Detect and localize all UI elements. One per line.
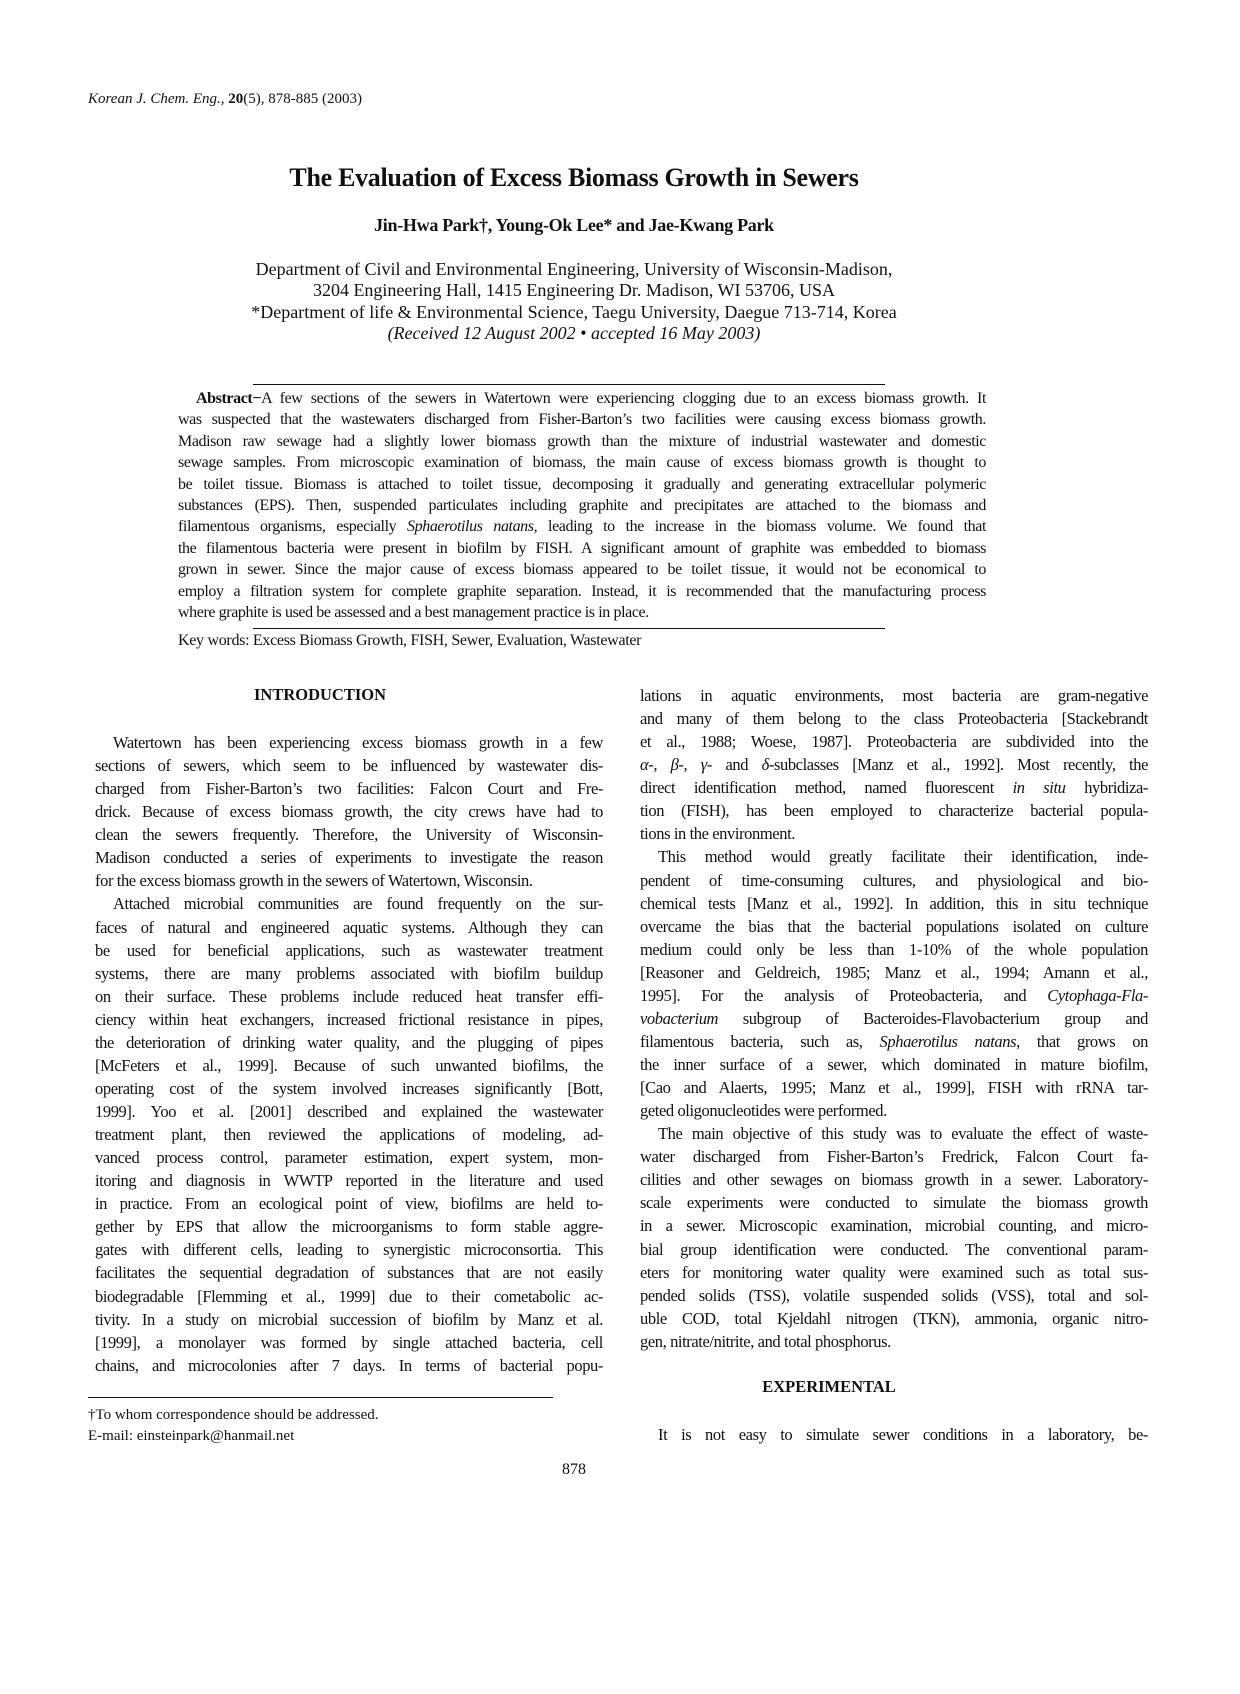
text-segment: tivity. In a study on microbial succession of biofilm by Manz et al. <box>95 1309 603 1329</box>
text-line <box>640 1330 1148 1353</box>
text-segment: subgroup of Bacteroides-Flavobacterium group and <box>718 1008 1148 1028</box>
journal-issue-pages: (5), 878-885 (2003) <box>243 91 362 107</box>
text-line <box>178 495 986 516</box>
footnote-email: E-mail: einsteinpark@hanmail.net <box>88 1428 295 1444</box>
page-number: 878 <box>562 1461 586 1478</box>
text-line <box>640 776 1148 799</box>
text-segment: bial group identification were conducted. The conventional param- <box>640 1239 1148 1259</box>
text-segment: operating cost of the system involved increases significantly [Bott, <box>95 1078 603 1098</box>
text-line <box>640 1191 1148 1214</box>
text-segment: water discharged from Fisher-Barton’s Fredrick, Falcon Court fa- <box>640 1147 1148 1167</box>
text-segment: be toilet tissue. Biomass is attached to toilet tissue, decomposing it gradually and generating extracellular polymeric <box>178 475 986 493</box>
text-segment: [1999], a monolayer was formed by single attached bacteria, cell <box>95 1332 603 1352</box>
text-line <box>95 800 603 823</box>
keywords: Key words: Excess Biomass Growth, FISH, Sewer, Evaluation, Wastewater <box>178 632 642 649</box>
text-line <box>640 1076 1148 1099</box>
text-segment: filamentous organisms, especially <box>178 518 408 536</box>
text-line <box>95 892 603 915</box>
text-line <box>95 985 603 1008</box>
text-line <box>640 1214 1148 1237</box>
text-line <box>640 822 1148 845</box>
text-segment: -, <box>648 755 671 775</box>
text-line <box>178 474 986 495</box>
journal-citation <box>88 91 362 108</box>
affiliation-line: *Department of life & Environmental Science, Taegu University, Daegue 713-714, Korea <box>251 301 897 322</box>
text-segment: eters for monitoring water quality were examined such as total sus- <box>640 1262 1148 1282</box>
text-segment: This method would greatly facilitate their identification, inde- <box>658 847 1148 867</box>
text-line <box>640 1284 1148 1307</box>
text-line <box>178 602 986 623</box>
italic-text: γ <box>700 755 707 775</box>
text-segment: Watertown has been experiencing excess biomass growth in a few <box>113 733 603 752</box>
text-segment: geted oligonucleotides were performed. <box>640 1101 887 1121</box>
text-line <box>178 388 986 409</box>
text-line <box>95 1146 603 1169</box>
text-segment: facilitates the sequential degradation of substances that are not easily <box>95 1263 603 1283</box>
text-line <box>640 1145 1148 1168</box>
italic-text: Cytophaga-Fla- <box>1047 985 1148 1005</box>
text-segment: sections of sewers, which seem to be influenced by wastewater dis- <box>95 756 603 776</box>
abstract <box>178 388 986 623</box>
text-segment: chains, and microcolonies after 7 days. In terms of bacterial popu- <box>95 1355 603 1375</box>
text-segment: in practice. From an ecological point of view, biofilms are held to- <box>95 1194 603 1214</box>
text-line <box>640 1007 1148 1030</box>
text-line <box>95 1031 603 1054</box>
text-line <box>640 915 1148 938</box>
right-column-continued <box>640 1423 1148 1446</box>
text-segment: medium could only be less than 1-10% of the whole population <box>640 939 1148 959</box>
text-line <box>95 754 603 777</box>
text-line <box>95 1123 603 1146</box>
text-segment: scale experiments were conducted to simulate the biomass growth <box>640 1193 1148 1213</box>
text-segment: 1999]. Yoo et al. [2001] described and explained the wastewater <box>95 1102 603 1121</box>
italic-text: vobacterium <box>640 1008 719 1028</box>
italic-text: in situ <box>1012 778 1066 798</box>
abstract-bottom-rule <box>253 628 885 629</box>
text-segment: -subclasses [Manz et al., 1992]. Most recently, the <box>768 755 1149 775</box>
text-segment: clean the sewers frequently. Therefore, the University of Wisconsin- <box>95 825 603 845</box>
text-line <box>178 559 986 580</box>
text-line <box>95 1238 603 1261</box>
text-segment: faces of natural and engineered aquatic systems. Although they can <box>95 917 603 937</box>
text-segment: be used for beneficial applications, such as wastewater treatment <box>95 940 603 960</box>
text-line <box>178 452 986 473</box>
footnote-correspondence: †To whom correspondence should be addressed. <box>88 1407 379 1423</box>
text-line <box>95 1054 603 1077</box>
text-line <box>640 961 1148 984</box>
text-line <box>640 799 1148 822</box>
text-line <box>640 1053 1148 1076</box>
abstract-top-rule <box>253 384 885 385</box>
text-line <box>640 892 1148 915</box>
text-segment: and many of them belong to the class Proteobacteria [Stackebrandt <box>640 709 1148 729</box>
paper-title: The Evaluation of Excess Biomass Growth in Sewers <box>289 163 859 192</box>
text-segment: ciency within heat exchangers, increased frictional resistance in pipes, <box>95 1009 603 1029</box>
text-line <box>178 409 986 430</box>
italic-text: α <box>640 755 649 775</box>
text-line <box>95 1008 603 1031</box>
journal-name: Korean J. Chem. Eng., <box>88 91 225 107</box>
text-line <box>640 845 1148 868</box>
text-line <box>640 1423 1148 1446</box>
text-segment: itoring and diagnosis in WWTP reported in the literature and used <box>95 1171 603 1191</box>
text-segment: uble COD, total Kjeldahl nitrogen (TKN), ammonia, organic nitro- <box>640 1308 1148 1328</box>
text-segment: treatment plant, then reviewed the applications of modeling, ad- <box>95 1125 603 1145</box>
text-line <box>640 1122 1148 1145</box>
text-segment: Attached microbial communities are found frequently on the sur- <box>113 894 603 914</box>
abstract-label: Abstract− <box>196 390 262 407</box>
text-line <box>95 939 603 962</box>
text-line <box>95 1354 603 1377</box>
text-line <box>95 1100 603 1123</box>
text-segment: tion (FISH), has been employed to characterize bacterial popula- <box>640 801 1148 821</box>
text-segment: , that grows on <box>1016 1031 1148 1051</box>
text-segment: direct identification method, named fluorescent <box>640 778 1013 798</box>
right-column <box>640 684 1148 1353</box>
text-segment: gen, nitrate/nitrite, and total phosphorus. <box>640 1331 891 1351</box>
text-segment: A few sections of the sewers in Watertown were experiencing clogging due to an excess biomass growth. It <box>261 390 986 407</box>
text-segment: gether by EPS that allow the microorganisms to form stable aggre- <box>95 1217 603 1237</box>
text-segment: -, <box>678 755 701 775</box>
text-segment: 1995]. For the analysis of Proteobacteria, and <box>640 985 1048 1005</box>
text-segment: pended solids (TSS), volatile suspended solids (VSS), total and sol- <box>640 1285 1148 1305</box>
text-segment: was suspected that the wastewaters discharged from Fisher-Barton’s two facilities were causing excess biomass growth. <box>178 411 986 429</box>
text-line <box>640 1099 1148 1122</box>
text-line <box>95 846 603 869</box>
text-segment: charged from Fisher-Barton’s two facilities: Falcon Court and Fre- <box>95 779 603 799</box>
text-segment: vanced process control, parameter estimation, expert system, mon- <box>95 1148 603 1168</box>
text-line <box>178 516 986 537</box>
footnote <box>88 1405 379 1447</box>
text-line <box>640 707 1148 730</box>
text-line <box>95 1261 603 1284</box>
text-line <box>640 869 1148 892</box>
text-segment: the deterioration of drinking water quality, and the plugging of pipes <box>95 1032 603 1052</box>
text-segment: pendent of time-consuming cultures, and physiological and bio- <box>640 870 1148 890</box>
received-dates: (Received 12 August 2002 • accepted 16 May 2003) <box>387 322 761 343</box>
text-line <box>640 753 1148 776</box>
text-segment: Madison raw sewage had a slightly lower biomass growth than the mixture of industrial wastewater and domestic <box>178 432 986 450</box>
text-line <box>640 984 1148 1007</box>
text-segment: for the excess biomass growth in the sewers of Watertown, Wisconsin. <box>95 871 533 891</box>
journal-volume: 20 <box>228 91 244 107</box>
text-line <box>95 1285 603 1308</box>
text-line <box>95 1308 603 1331</box>
text-segment: the inner surface of a sewer, which dominated in mature biofilm, <box>640 1055 1148 1074</box>
italic-text: δ <box>761 755 769 775</box>
italic-text: Sphaerotilus natans <box>407 518 534 536</box>
authors: Jin-Hwa Park†, Young-Ok Lee* and Jae-Kwang Park <box>374 215 774 235</box>
text-line <box>95 1215 603 1238</box>
text-segment: gates with different cells, leading to synergistic microconsortia. This <box>95 1240 603 1260</box>
text-segment: employ a filtration system for complete graphite separation. Instead, it is recommended that the manufacturing process <box>178 582 986 600</box>
text-segment: grown in sewer. Since the major cause of excess biomass appeared to be toilet tissue, it would not be economical to <box>178 561 986 579</box>
text-line <box>95 962 603 985</box>
text-segment: filamentous bacteria, such as, <box>640 1031 880 1051</box>
text-line <box>640 1261 1148 1284</box>
affiliations <box>0 259 1148 344</box>
text-line <box>640 1307 1148 1330</box>
text-segment: Madison conducted a series of experiments to investigate the reason <box>95 848 603 868</box>
text-segment: [Cao and Alaerts, 1995; Manz et al., 1999], FISH with rRNA tar- <box>640 1078 1148 1098</box>
text-line <box>95 731 603 754</box>
text-segment: tions in the environment. <box>640 824 795 844</box>
text-segment: overcame the bias that the bacterial populations isolated on culture <box>640 916 1148 936</box>
text-segment: the filamentous bacteria were present in biofilm by FISH. A significant amount of graphite was embedded to biomass <box>178 539 986 557</box>
text-segment: [Reasoner and Geldreich, 1985; Manz et al., 1994; Amann et al., <box>640 962 1148 982</box>
footnote-rule <box>88 1397 553 1398</box>
text-segment: biodegradable [Flemming et al., 1999] due to their cometabolic ac- <box>95 1286 603 1306</box>
text-segment: chemical tests [Manz et al., 1992]. In addition, this in situ technique <box>640 893 1148 913</box>
text-segment: systems, there are many problems associated with biofilm buildup <box>95 963 603 983</box>
text-line <box>95 1192 603 1215</box>
text-segment: , leading to the increase in the biomass volume. We found that <box>533 518 987 536</box>
text-line <box>95 1077 603 1100</box>
text-line <box>640 1030 1148 1053</box>
text-line <box>95 1331 603 1354</box>
text-segment: lations in aquatic environments, most bacteria are gram-negative <box>640 686 1148 705</box>
text-segment: on their surface. These problems include reduced heat transfer effi- <box>95 986 603 1006</box>
text-line <box>95 823 603 846</box>
text-line <box>640 1168 1148 1191</box>
text-segment: et al., 1988; Woese, 1987]. Proteobacteria are subdivided into the <box>640 732 1148 752</box>
section-heading-introduction: INTRODUCTION <box>253 685 387 704</box>
text-line <box>95 1169 603 1192</box>
text-segment: substances (EPS). Then, suspended particulates including graphite and precipitates are attached to the biomass and <box>178 496 986 514</box>
italic-text: β <box>670 755 679 775</box>
text-segment: where graphite is used be assessed and a best management practice is in place. <box>178 603 649 621</box>
affiliation-line: 3204 Engineering Hall, 1415 Engineering Dr. Madison, WI 53706, USA <box>312 280 836 301</box>
text-line <box>178 538 986 559</box>
text-segment: - and <box>706 755 762 775</box>
text-line <box>178 431 986 452</box>
text-segment: [McFeters et al., 1999]. Because of such unwanted biofilms, the <box>95 1055 603 1075</box>
text-line <box>640 938 1148 961</box>
text-line <box>640 684 1148 707</box>
left-column <box>95 731 603 1377</box>
text-line <box>95 869 603 892</box>
text-segment: sewage samples. From microscopic examination of biomass, the main cause of excess biomass growth is thought to <box>178 454 986 472</box>
text-segment: It is not easy to simulate sewer conditions in a laboratory, be- <box>658 1425 1148 1444</box>
text-line <box>640 1238 1148 1261</box>
text-line <box>178 581 986 602</box>
text-segment: cilities and other sewages on biomass growth in a sewer. Laboratory- <box>640 1170 1148 1190</box>
section-heading-experimental: EXPERIMENTAL <box>762 1377 896 1396</box>
italic-text: Sphaerotilus natans <box>879 1031 1017 1051</box>
text-segment: drick. Because of excess biomass growth, the city crews have had to <box>95 802 603 822</box>
text-line <box>95 777 603 800</box>
text-line <box>640 730 1148 753</box>
text-segment: The main objective of this study was to evaluate the effect of waste- <box>658 1124 1148 1144</box>
text-line <box>95 916 603 939</box>
affiliation-line: Department of Civil and Environmental Engineering, University of Wisconsin-Madison, <box>255 259 893 279</box>
text-segment: in a sewer. Microscopic examination, microbial counting, and micro- <box>640 1216 1148 1236</box>
text-segment: hybridiza- <box>1065 778 1149 798</box>
